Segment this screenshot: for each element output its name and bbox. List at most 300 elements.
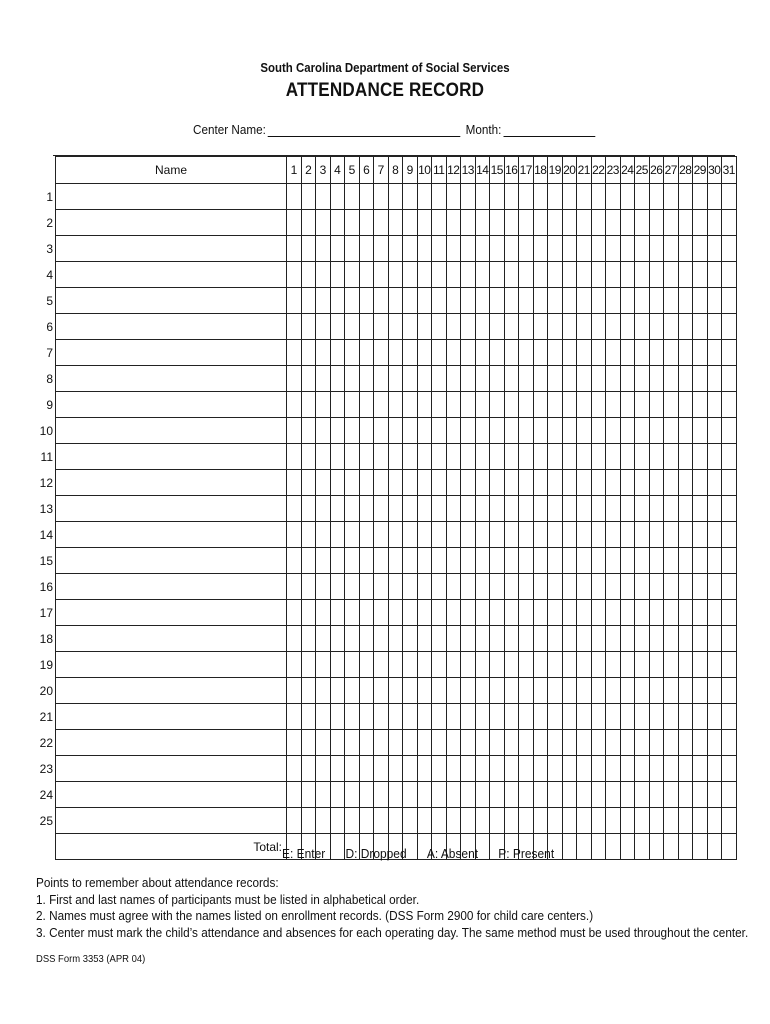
attendance-cell-day-30[interactable] [707,678,722,704]
attendance-cell-day-20[interactable] [562,600,577,626]
attendance-cell-day-4[interactable] [330,210,345,236]
attendance-cell-day-8[interactable] [388,574,403,600]
attendance-cell-day-17[interactable] [519,704,534,730]
attendance-cell-day-5[interactable] [345,522,360,548]
attendance-cell-day-16[interactable] [504,574,519,600]
attendance-cell-day-18[interactable] [533,600,548,626]
attendance-cell-day-6[interactable] [359,548,374,574]
attendance-cell-day-4[interactable] [330,522,345,548]
attendance-cell-day-17[interactable] [519,574,534,600]
attendance-cell-day-20[interactable] [562,756,577,782]
attendance-cell-day-26[interactable] [649,626,664,652]
attendance-cell-day-13[interactable] [461,314,476,340]
attendance-cell-day-3[interactable] [316,730,331,756]
attendance-cell-day-5[interactable] [345,236,360,262]
attendance-cell-day-13[interactable] [461,548,476,574]
attendance-cell-day-20[interactable] [562,392,577,418]
participant-name-cell[interactable] [56,288,287,314]
attendance-cell-day-24[interactable] [620,184,635,210]
attendance-cell-day-1[interactable] [287,236,302,262]
attendance-cell-day-27[interactable] [664,262,679,288]
attendance-cell-day-23[interactable] [606,574,621,600]
attendance-cell-day-18[interactable] [533,626,548,652]
attendance-cell-day-10[interactable] [417,730,432,756]
attendance-cell-day-26[interactable] [649,496,664,522]
attendance-cell-day-5[interactable] [345,288,360,314]
attendance-cell-day-30[interactable] [707,340,722,366]
attendance-cell-day-20[interactable] [562,522,577,548]
attendance-cell-day-5[interactable] [345,574,360,600]
participant-name-cell[interactable] [56,236,287,262]
attendance-cell-day-14[interactable] [475,652,490,678]
attendance-cell-day-2[interactable] [301,366,316,392]
attendance-cell-day-28[interactable] [678,236,693,262]
attendance-cell-day-5[interactable] [345,366,360,392]
attendance-cell-day-13[interactable] [461,184,476,210]
attendance-cell-day-11[interactable] [432,678,447,704]
attendance-cell-day-16[interactable] [504,704,519,730]
attendance-cell-day-27[interactable] [664,678,679,704]
attendance-cell-day-12[interactable] [446,262,461,288]
attendance-cell-day-25[interactable] [635,236,650,262]
attendance-cell-day-18[interactable] [533,418,548,444]
attendance-cell-day-22[interactable] [591,418,606,444]
attendance-cell-day-5[interactable] [345,470,360,496]
attendance-cell-day-26[interactable] [649,574,664,600]
attendance-cell-day-31[interactable] [722,444,737,470]
attendance-cell-day-9[interactable] [403,574,418,600]
attendance-cell-day-18[interactable] [533,210,548,236]
attendance-cell-day-11[interactable] [432,184,447,210]
attendance-cell-day-25[interactable] [635,496,650,522]
attendance-cell-day-3[interactable] [316,522,331,548]
attendance-cell-day-30[interactable] [707,496,722,522]
total-cell-day-24[interactable] [620,834,635,860]
attendance-cell-day-13[interactable] [461,704,476,730]
attendance-cell-day-7[interactable] [374,210,389,236]
attendance-cell-day-1[interactable] [287,392,302,418]
attendance-cell-day-6[interactable] [359,262,374,288]
attendance-cell-day-11[interactable] [432,548,447,574]
attendance-cell-day-23[interactable] [606,236,621,262]
attendance-cell-day-10[interactable] [417,652,432,678]
attendance-cell-day-5[interactable] [345,496,360,522]
attendance-cell-day-30[interactable] [707,366,722,392]
attendance-cell-day-17[interactable] [519,444,534,470]
attendance-cell-day-21[interactable] [577,470,592,496]
attendance-cell-day-5[interactable] [345,210,360,236]
attendance-cell-day-22[interactable] [591,262,606,288]
attendance-cell-day-19[interactable] [548,288,563,314]
attendance-cell-day-9[interactable] [403,730,418,756]
attendance-cell-day-14[interactable] [475,600,490,626]
attendance-cell-day-2[interactable] [301,392,316,418]
attendance-cell-day-4[interactable] [330,496,345,522]
attendance-cell-day-28[interactable] [678,262,693,288]
attendance-cell-day-22[interactable] [591,366,606,392]
attendance-cell-day-17[interactable] [519,626,534,652]
attendance-cell-day-19[interactable] [548,418,563,444]
attendance-cell-day-3[interactable] [316,782,331,808]
attendance-cell-day-30[interactable] [707,626,722,652]
attendance-cell-day-16[interactable] [504,730,519,756]
attendance-cell-day-24[interactable] [620,340,635,366]
attendance-cell-day-4[interactable] [330,314,345,340]
attendance-cell-day-28[interactable] [678,392,693,418]
attendance-cell-day-30[interactable] [707,262,722,288]
participant-name-cell[interactable] [56,184,287,210]
attendance-cell-day-4[interactable] [330,548,345,574]
attendance-cell-day-5[interactable] [345,626,360,652]
attendance-cell-day-20[interactable] [562,262,577,288]
attendance-cell-day-16[interactable] [504,236,519,262]
attendance-cell-day-1[interactable] [287,288,302,314]
attendance-cell-day-2[interactable] [301,418,316,444]
attendance-cell-day-20[interactable] [562,314,577,340]
attendance-cell-day-31[interactable] [722,574,737,600]
attendance-cell-day-10[interactable] [417,236,432,262]
attendance-cell-day-9[interactable] [403,808,418,834]
attendance-cell-day-29[interactable] [693,782,708,808]
attendance-cell-day-5[interactable] [345,782,360,808]
attendance-cell-day-28[interactable] [678,522,693,548]
attendance-cell-day-18[interactable] [533,496,548,522]
attendance-cell-day-23[interactable] [606,470,621,496]
attendance-cell-day-14[interactable] [475,340,490,366]
attendance-cell-day-1[interactable] [287,210,302,236]
attendance-cell-day-29[interactable] [693,522,708,548]
attendance-cell-day-9[interactable] [403,418,418,444]
attendance-cell-day-29[interactable] [693,366,708,392]
attendance-cell-day-13[interactable] [461,652,476,678]
attendance-cell-day-16[interactable] [504,808,519,834]
attendance-cell-day-1[interactable] [287,418,302,444]
attendance-cell-day-1[interactable] [287,340,302,366]
attendance-cell-day-3[interactable] [316,548,331,574]
attendance-cell-day-27[interactable] [664,704,679,730]
attendance-cell-day-17[interactable] [519,418,534,444]
attendance-cell-day-13[interactable] [461,730,476,756]
attendance-cell-day-24[interactable] [620,652,635,678]
attendance-cell-day-8[interactable] [388,730,403,756]
attendance-cell-day-13[interactable] [461,210,476,236]
attendance-cell-day-26[interactable] [649,210,664,236]
attendance-cell-day-5[interactable] [345,548,360,574]
attendance-cell-day-10[interactable] [417,704,432,730]
attendance-cell-day-24[interactable] [620,444,635,470]
attendance-cell-day-15[interactable] [490,574,505,600]
attendance-cell-day-13[interactable] [461,366,476,392]
attendance-cell-day-5[interactable] [345,314,360,340]
attendance-cell-day-12[interactable] [446,314,461,340]
attendance-cell-day-11[interactable] [432,392,447,418]
total-cell-day-21[interactable] [577,834,592,860]
attendance-cell-day-16[interactable] [504,392,519,418]
attendance-cell-day-31[interactable] [722,340,737,366]
participant-name-cell[interactable] [56,626,287,652]
attendance-cell-day-9[interactable] [403,522,418,548]
attendance-cell-day-24[interactable] [620,782,635,808]
attendance-cell-day-25[interactable] [635,808,650,834]
attendance-cell-day-12[interactable] [446,496,461,522]
participant-name-cell[interactable] [56,314,287,340]
attendance-cell-day-25[interactable] [635,756,650,782]
attendance-cell-day-2[interactable] [301,730,316,756]
attendance-cell-day-19[interactable] [548,574,563,600]
attendance-cell-day-26[interactable] [649,262,664,288]
attendance-cell-day-29[interactable] [693,756,708,782]
attendance-cell-day-28[interactable] [678,418,693,444]
attendance-cell-day-20[interactable] [562,626,577,652]
attendance-cell-day-6[interactable] [359,782,374,808]
attendance-cell-day-6[interactable] [359,730,374,756]
attendance-cell-day-28[interactable] [678,444,693,470]
attendance-cell-day-24[interactable] [620,626,635,652]
attendance-cell-day-27[interactable] [664,730,679,756]
attendance-cell-day-29[interactable] [693,470,708,496]
attendance-cell-day-27[interactable] [664,184,679,210]
attendance-cell-day-4[interactable] [330,574,345,600]
attendance-cell-day-19[interactable] [548,496,563,522]
attendance-cell-day-30[interactable] [707,470,722,496]
attendance-cell-day-15[interactable] [490,392,505,418]
attendance-cell-day-25[interactable] [635,782,650,808]
attendance-cell-day-15[interactable] [490,288,505,314]
attendance-cell-day-19[interactable] [548,366,563,392]
attendance-cell-day-8[interactable] [388,782,403,808]
attendance-cell-day-13[interactable] [461,600,476,626]
attendance-cell-day-31[interactable] [722,418,737,444]
attendance-cell-day-17[interactable] [519,392,534,418]
attendance-cell-day-11[interactable] [432,574,447,600]
attendance-cell-day-4[interactable] [330,418,345,444]
attendance-cell-day-16[interactable] [504,366,519,392]
attendance-cell-day-26[interactable] [649,184,664,210]
attendance-cell-day-31[interactable] [722,366,737,392]
attendance-cell-day-25[interactable] [635,522,650,548]
attendance-cell-day-16[interactable] [504,470,519,496]
attendance-cell-day-24[interactable] [620,548,635,574]
participant-name-cell[interactable] [56,366,287,392]
attendance-cell-day-11[interactable] [432,236,447,262]
attendance-cell-day-22[interactable] [591,548,606,574]
attendance-cell-day-1[interactable] [287,262,302,288]
attendance-cell-day-22[interactable] [591,782,606,808]
attendance-cell-day-24[interactable] [620,366,635,392]
month-field[interactable] [503,122,595,137]
attendance-cell-day-22[interactable] [591,756,606,782]
attendance-cell-day-23[interactable] [606,522,621,548]
attendance-cell-day-26[interactable] [649,470,664,496]
attendance-cell-day-23[interactable] [606,652,621,678]
attendance-cell-day-4[interactable] [330,470,345,496]
attendance-cell-day-31[interactable] [722,470,737,496]
attendance-cell-day-15[interactable] [490,496,505,522]
attendance-cell-day-4[interactable] [330,340,345,366]
attendance-cell-day-7[interactable] [374,522,389,548]
attendance-cell-day-2[interactable] [301,340,316,366]
attendance-cell-day-1[interactable] [287,756,302,782]
attendance-cell-day-9[interactable] [403,470,418,496]
attendance-cell-day-7[interactable] [374,782,389,808]
attendance-cell-day-2[interactable] [301,548,316,574]
attendance-cell-day-2[interactable] [301,808,316,834]
attendance-cell-day-22[interactable] [591,184,606,210]
attendance-cell-day-16[interactable] [504,678,519,704]
attendance-cell-day-30[interactable] [707,418,722,444]
participant-name-cell[interactable] [56,574,287,600]
attendance-cell-day-3[interactable] [316,236,331,262]
attendance-cell-day-26[interactable] [649,730,664,756]
attendance-cell-day-7[interactable] [374,808,389,834]
attendance-cell-day-3[interactable] [316,470,331,496]
attendance-cell-day-14[interactable] [475,314,490,340]
attendance-cell-day-14[interactable] [475,756,490,782]
attendance-cell-day-2[interactable] [301,470,316,496]
attendance-cell-day-19[interactable] [548,626,563,652]
attendance-cell-day-15[interactable] [490,548,505,574]
attendance-cell-day-9[interactable] [403,236,418,262]
attendance-cell-day-8[interactable] [388,652,403,678]
attendance-cell-day-21[interactable] [577,288,592,314]
attendance-cell-day-25[interactable] [635,626,650,652]
attendance-cell-day-7[interactable] [374,340,389,366]
attendance-cell-day-12[interactable] [446,756,461,782]
attendance-cell-day-20[interactable] [562,366,577,392]
attendance-cell-day-23[interactable] [606,418,621,444]
attendance-cell-day-26[interactable] [649,756,664,782]
attendance-cell-day-10[interactable] [417,314,432,340]
attendance-cell-day-9[interactable] [403,444,418,470]
attendance-cell-day-10[interactable] [417,184,432,210]
attendance-cell-day-18[interactable] [533,366,548,392]
attendance-cell-day-28[interactable] [678,366,693,392]
attendance-cell-day-14[interactable] [475,522,490,548]
attendance-cell-day-3[interactable] [316,210,331,236]
attendance-cell-day-27[interactable] [664,340,679,366]
participant-name-cell[interactable] [56,210,287,236]
attendance-cell-day-28[interactable] [678,678,693,704]
attendance-cell-day-21[interactable] [577,444,592,470]
attendance-cell-day-15[interactable] [490,366,505,392]
attendance-cell-day-28[interactable] [678,600,693,626]
attendance-cell-day-30[interactable] [707,444,722,470]
attendance-cell-day-1[interactable] [287,626,302,652]
attendance-cell-day-9[interactable] [403,210,418,236]
attendance-cell-day-15[interactable] [490,184,505,210]
attendance-cell-day-20[interactable] [562,340,577,366]
attendance-cell-day-6[interactable] [359,704,374,730]
attendance-cell-day-29[interactable] [693,210,708,236]
attendance-cell-day-2[interactable] [301,314,316,340]
attendance-cell-day-18[interactable] [533,444,548,470]
attendance-cell-day-7[interactable] [374,496,389,522]
attendance-cell-day-18[interactable] [533,262,548,288]
attendance-cell-day-22[interactable] [591,600,606,626]
attendance-cell-day-31[interactable] [722,808,737,834]
attendance-cell-day-28[interactable] [678,756,693,782]
attendance-cell-day-30[interactable] [707,652,722,678]
attendance-cell-day-29[interactable] [693,392,708,418]
attendance-cell-day-14[interactable] [475,210,490,236]
attendance-cell-day-8[interactable] [388,808,403,834]
attendance-cell-day-19[interactable] [548,522,563,548]
attendance-cell-day-2[interactable] [301,496,316,522]
attendance-cell-day-16[interactable] [504,756,519,782]
total-cell-day-23[interactable] [606,834,621,860]
attendance-cell-day-8[interactable] [388,184,403,210]
attendance-cell-day-6[interactable] [359,236,374,262]
attendance-cell-day-12[interactable] [446,210,461,236]
attendance-cell-day-3[interactable] [316,392,331,418]
attendance-cell-day-9[interactable] [403,340,418,366]
attendance-cell-day-11[interactable] [432,522,447,548]
attendance-cell-day-10[interactable] [417,366,432,392]
attendance-cell-day-17[interactable] [519,522,534,548]
attendance-cell-day-11[interactable] [432,340,447,366]
attendance-cell-day-25[interactable] [635,392,650,418]
attendance-cell-day-21[interactable] [577,418,592,444]
attendance-cell-day-17[interactable] [519,600,534,626]
total-cell-day-26[interactable] [649,834,664,860]
attendance-cell-day-30[interactable] [707,392,722,418]
attendance-cell-day-23[interactable] [606,262,621,288]
attendance-cell-day-24[interactable] [620,418,635,444]
attendance-cell-day-18[interactable] [533,184,548,210]
attendance-cell-day-21[interactable] [577,522,592,548]
attendance-cell-day-24[interactable] [620,756,635,782]
attendance-cell-day-16[interactable] [504,210,519,236]
attendance-cell-day-20[interactable] [562,470,577,496]
attendance-cell-day-17[interactable] [519,340,534,366]
attendance-cell-day-2[interactable] [301,262,316,288]
attendance-cell-day-26[interactable] [649,444,664,470]
attendance-cell-day-9[interactable] [403,756,418,782]
attendance-cell-day-30[interactable] [707,548,722,574]
attendance-cell-day-17[interactable] [519,262,534,288]
attendance-cell-day-6[interactable] [359,678,374,704]
attendance-cell-day-1[interactable] [287,782,302,808]
attendance-cell-day-8[interactable] [388,626,403,652]
attendance-cell-day-19[interactable] [548,678,563,704]
attendance-cell-day-8[interactable] [388,366,403,392]
attendance-cell-day-29[interactable] [693,808,708,834]
attendance-cell-day-27[interactable] [664,574,679,600]
attendance-cell-day-19[interactable] [548,314,563,340]
attendance-cell-day-3[interactable] [316,704,331,730]
attendance-cell-day-23[interactable] [606,756,621,782]
attendance-cell-day-19[interactable] [548,704,563,730]
attendance-cell-day-30[interactable] [707,288,722,314]
attendance-cell-day-1[interactable] [287,704,302,730]
attendance-cell-day-19[interactable] [548,262,563,288]
attendance-cell-day-6[interactable] [359,366,374,392]
attendance-cell-day-1[interactable] [287,600,302,626]
attendance-cell-day-15[interactable] [490,314,505,340]
attendance-cell-day-24[interactable] [620,522,635,548]
attendance-cell-day-25[interactable] [635,184,650,210]
attendance-cell-day-7[interactable] [374,418,389,444]
attendance-cell-day-12[interactable] [446,522,461,548]
attendance-cell-day-12[interactable] [446,548,461,574]
attendance-cell-day-3[interactable] [316,184,331,210]
attendance-cell-day-5[interactable] [345,418,360,444]
attendance-cell-day-8[interactable] [388,210,403,236]
attendance-cell-day-16[interactable] [504,418,519,444]
attendance-cell-day-5[interactable] [345,340,360,366]
attendance-cell-day-27[interactable] [664,652,679,678]
attendance-cell-day-25[interactable] [635,470,650,496]
